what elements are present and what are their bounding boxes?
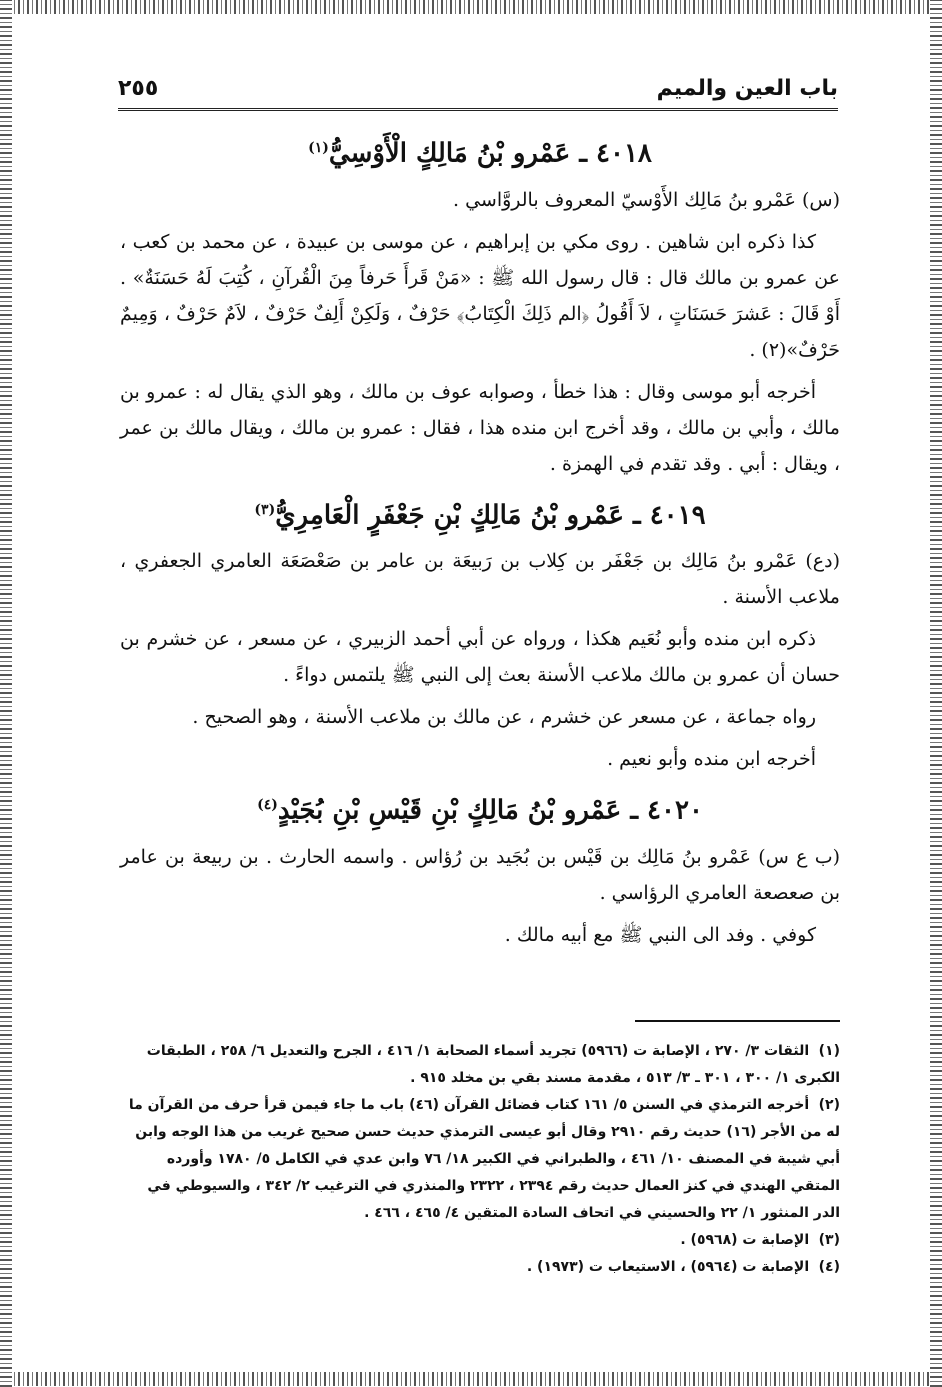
- ornamental-border-left: [0, 0, 12, 1387]
- ornamental-border-right: [930, 0, 942, 1387]
- entry-heading: ٤٠١٨ ـ عَمْرو بْنُ مَالِكٍ الْأَوْسِيُّ$^{(١)}$: [308, 138, 652, 169]
- ornamental-border-top: [0, 0, 942, 14]
- footnote-separator: [635, 1020, 840, 1022]
- entry-paragraph: كذا ذكره ابن شاهين . روى مكي بن إبراهيم ، عن موسى بن عبيدة ، عن محمد بن كعب ، عن عمرو بن مالك قال : قال رسول الله ﷺ : «مَنْ قَرأَ حَرفاً مِنَ الْقُرآنِ ، كُتِبَ لَهُ حَسَنَةٌ» . أَوْ قَالَ : عَشرَ حَسَنَاتٍ ، لاَ أَقُولُ ﴿الم ذَلِكَ الْكِتَابُ﴾ حَرْفٌ ، وَلَكِنْ أَلِفٌ حَرْفٌ ، لاَمٌ حَرْفٌ ، وَمِيمٌ حَرْفٌ»(٢) .: [120, 230, 840, 361]
- ornamental-border-bottom: [0, 1372, 942, 1386]
- footnote: (١) الثقات ٣/ ٢٧٠ ، الإصابة ت (٥٩٦٦) تجريد أسماء الصحابة ١/ ٤١٦ ، الجرح والتعديل ٦/ ٢٥٨ ، الطبقات الكبرى ١/ ٣٠٠ ، ٣٠١ ـ ٣/ ٥١٣ ، مقدمة مسند بقي بن مخلد ٩١٥ .: [146, 1043, 840, 1086]
- entry-paragraph: أخرجه ابن منده وأبو نعيم .: [607, 748, 816, 771]
- main-text: [120, 120, 840, 959]
- footnote: (٣) الإصابة ت (٥٩٦٨) .: [680, 1232, 840, 1248]
- entry-paragraph: (ب ع س) عَمْرو بنُ مَالِك بن قَيْس بن بُجَيد بن رُؤاس . واسمه الحارث . بن ربيعة بن عامر بن صعصعة العامري الرؤاسي .: [120, 845, 840, 904]
- entry-paragraph: ذكره ابن منده وأبو نُعَيم هكذا ، ورواه عن أبي أحمد الزبيري ، عن مسعر ، عن خشرم بن حسان أن عمرو بن مالك ملاعب الأسنة بعث إلى النبي ﷺ يلتمس دواءً .: [120, 628, 840, 687]
- footnote-ref: (٤): [257, 797, 278, 814]
- entry-paragraph: (س) عَمْرو بنُ مَالِك الأَوْسيّ المعروف بالروَّاسي .: [452, 188, 840, 211]
- footnote: (٤) الإصابة ت (٥٩٦٤) ، الاستيعاب ت (١٩٧٣) .: [526, 1259, 840, 1275]
- page-header: [118, 74, 838, 111]
- footnotes: [120, 1038, 840, 1281]
- entry-paragraph: (دع) عَمْرو بنُ مَالِك بن جَعْفَر بن كِلاب بن رَبيعَة بن عامر بن صَعْصَعَة العامري الجعفري ، ملاعب الأسنة .: [120, 550, 840, 609]
- footnote: (٢) أخرجه الترمذي في السنن ٥/ ١٦١ كتاب فضائل القرآن (٤٦) باب ما جاء فيمن قرأ حرف من القرآن ما له من الأجر (١٦) حديث رقم ٢٩١٠ وقال أبو عيسى الترمذي حديث حسن صحيح غريب من هذا الوجه وابن أبي شيبة في المصنف ١٠/ ٤٦١ ، والطبراني في الكبير ١٨/ ٧٦ وابن عدي في الكامل ٥/ ١٧٨٠ وأورده المتقي الهندي في كنز العمال حديث رقم ٢٣٩٤ ، ٢٣٢٢ والمنذري في الترغيب ٢/ ٣٤٢ ، والسيوطي في الدر المنثور ١/ ٢٢ والحسيني في اتحاف السادة المتقين ٤/ ٤٦٥ ، ٤٦٦ .: [128, 1097, 840, 1221]
- footnote-ref: (١): [308, 140, 329, 156]
- page-number: ٢٥٥: [118, 76, 159, 101]
- footnote-ref: (٣): [254, 501, 276, 518]
- entry-paragraph: كوفي . وفد الى النبي ﷺ مع أبيه مالك .: [504, 923, 816, 946]
- chapter-title: باب العين والميم: [656, 76, 838, 101]
- entry-paragraph: رواه جماعة ، عن مسعر عن خشرم ، عن مالك بن ملاعب الأسنة ، وهو الصحيح .: [192, 706, 816, 729]
- entry-heading: ٤٠٢٠ ـ عَمْرو بْنُ مَالِكٍ بْنِ قَيْسِ بْنِ بُجَيْدٍ$^{(٤)}$: [257, 795, 703, 826]
- entry-heading: ٤٠١٩ ـ عَمْرو بْنُ مَالِكٍ بْنِ جَعْفَرٍ الْعَامِرِيُّ$^{(٣)}$: [254, 500, 706, 531]
- entry-paragraph: أخرجه أبو موسى وقال : هذا خطأ ، وصوابه عوف بن مالك ، وهو الذي يقال له : عمرو بن مالك ، وأبي بن مالك ، وقد أخرج ابن منده هذا ، فقال : عمرو بن مالك ، ويقال مالك بن عمر ، ويقال : أبي . وقد تقدم في الهمزة .: [120, 380, 840, 475]
